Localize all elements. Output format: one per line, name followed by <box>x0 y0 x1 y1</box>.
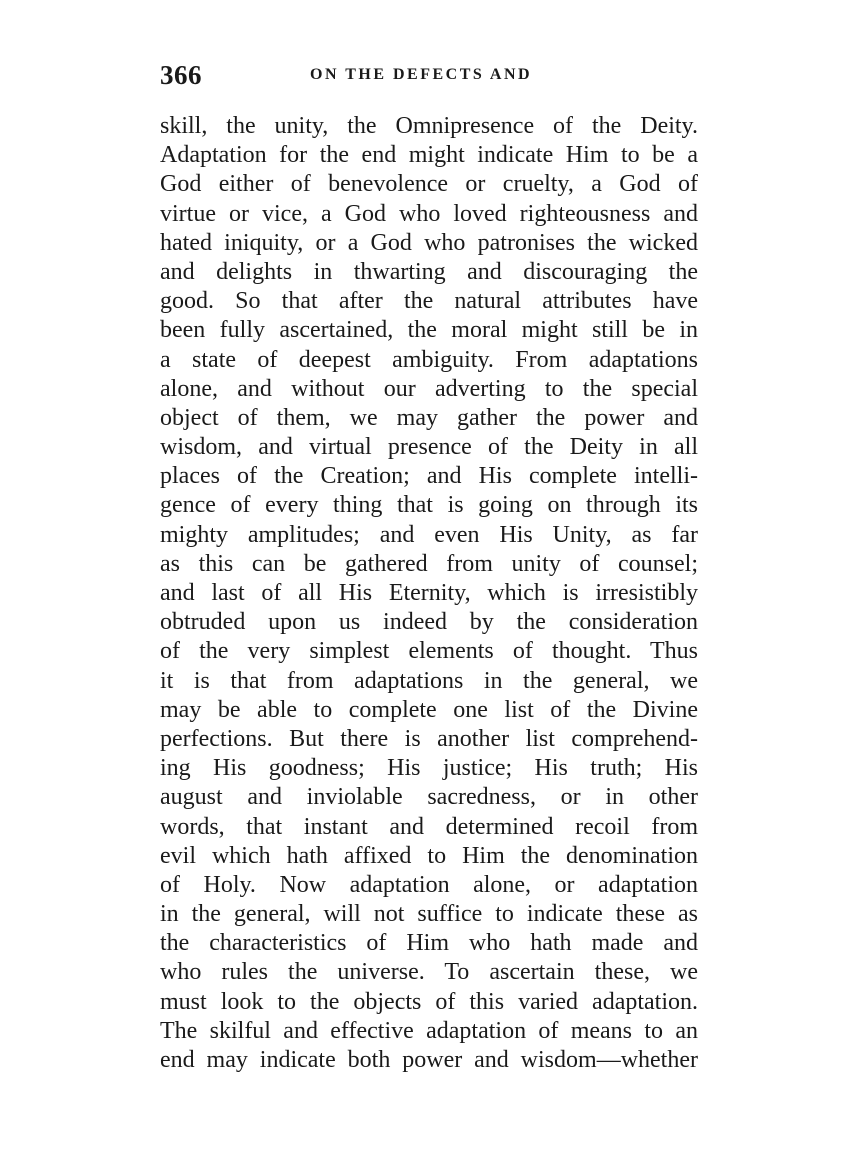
text-line: alone, and without our adverting to the special <box>160 375 698 402</box>
text-line: a state of deepest ambiguity. From adaptations <box>160 346 698 373</box>
text-line: obtruded upon us indeed by the consideration <box>160 609 698 636</box>
text-line: gence of every thing that is going on through its <box>160 492 698 519</box>
text-line: it is that from adaptations in the general, we <box>160 667 698 694</box>
text-line: who rules the universe. To ascertain these, we <box>160 959 698 986</box>
page-number: 366 <box>160 60 202 90</box>
text-line: been fully ascertained, the moral might still be in <box>160 317 698 344</box>
text-line: perfections. But there is another list comprehend- <box>160 725 698 752</box>
running-title: ON THE DEFECTS AND <box>310 66 533 83</box>
text-line: may be able to complete one list of the Divine <box>160 696 698 723</box>
text-line: wisdom, and virtual presence of the Deity in all <box>160 434 698 461</box>
text-line: hated iniquity, or a God who patronises the wicked <box>160 229 698 256</box>
text-line: skill, the unity, the Omnipresence of the Deity. <box>160 113 698 139</box>
text-line: evil which hath affixed to Him the denomination <box>160 842 698 869</box>
text-line: words, that instant and determined recoil from <box>160 813 698 840</box>
text-line: Adaptation for the end might indicate Him to be a <box>160 142 698 169</box>
text-line: God either of benevolence or cruelty, a God of <box>160 171 698 198</box>
text-line: The skilful and effective adaptation of means to an <box>160 1017 698 1044</box>
text-line: and last of all His Eternity, which is irresistibly <box>160 580 698 606</box>
text-line: object of them, we may gather the power and <box>160 404 698 431</box>
text-line: virtue or vice, a God who loved righteousness and <box>160 200 698 227</box>
text-line: places of the Creation; and His complete intelli- <box>160 463 698 490</box>
text-line: must look to the objects of this varied adaptation. <box>160 988 698 1015</box>
text-line: ing His goodness; His justice; His truth; His <box>160 755 698 782</box>
text-line: mighty amplitudes; and even His Unity, as far <box>160 521 698 548</box>
text-line: end may indicate both power and wisdom—whether <box>160 1047 698 1073</box>
text-line: as this can be gathered from unity of counsel; <box>160 550 698 577</box>
text-line: august and inviolable sacredness, or in other <box>160 784 698 811</box>
running-head <box>160 60 700 90</box>
text-line: of the very simplest elements of thought. Thus <box>160 638 698 665</box>
text-line: good. So that after the natural attributes have <box>160 288 698 315</box>
text-line: in the general, will not suffice to indicate these as <box>160 901 698 928</box>
text-line: the characteristics of Him who hath made and <box>160 930 698 957</box>
text-line: of Holy. Now adaptation alone, or adaptation <box>160 871 698 898</box>
text-line: and delights in thwarting and discouraging the <box>160 258 698 285</box>
body-text <box>160 112 698 1075</box>
